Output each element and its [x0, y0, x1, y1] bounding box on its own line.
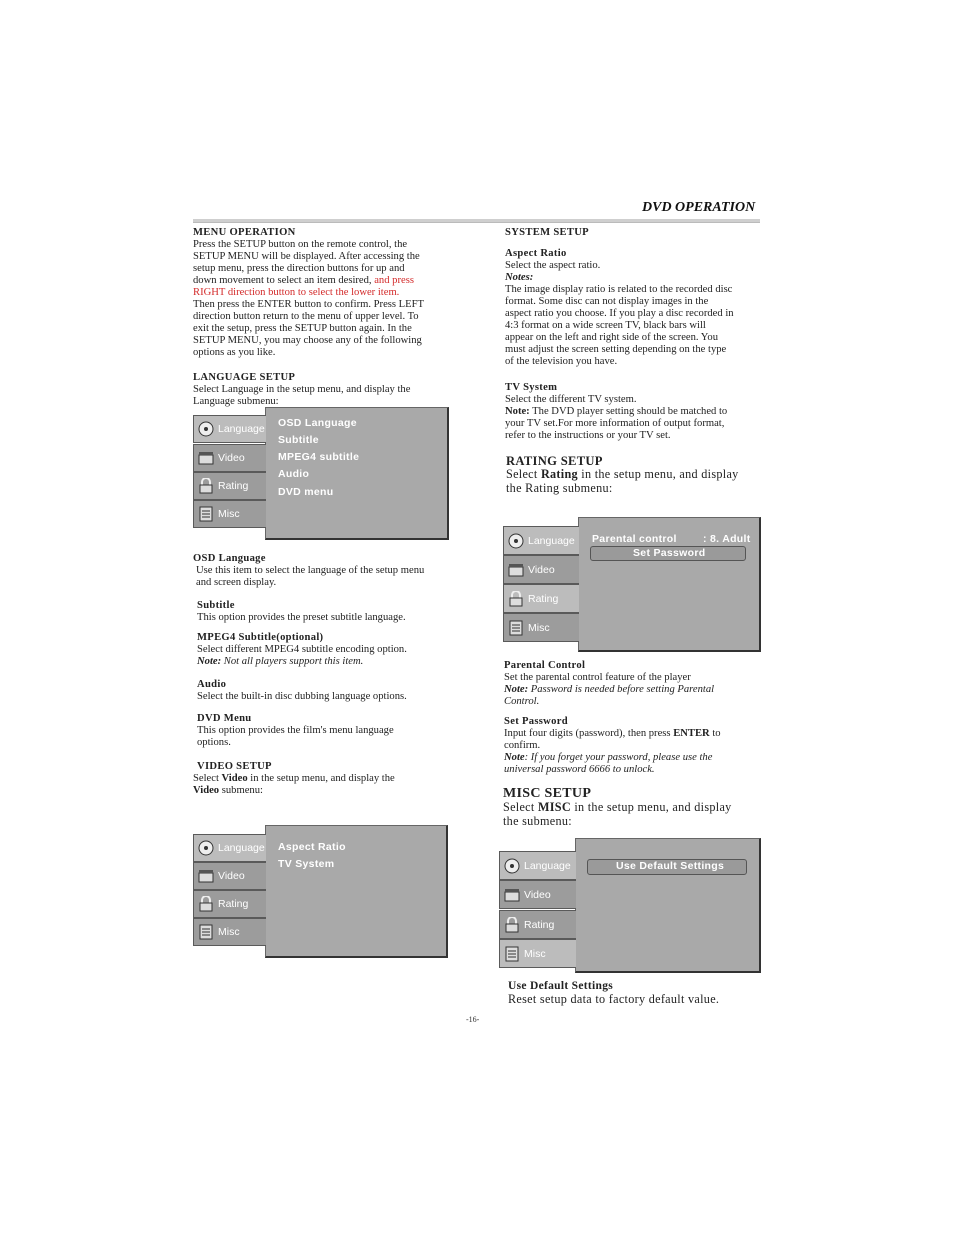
- text-line: exit the setup, press the SETUP button again. In the: [193, 323, 412, 334]
- tab-misc[interactable]: [499, 939, 576, 968]
- text-line: direction button return to the menu of upper level. To: [193, 311, 419, 322]
- menu-option-set-password: Set Password: [633, 547, 706, 559]
- set-password-box[interactable]: [590, 546, 746, 561]
- note-text: Password is needed before setting Parental: [528, 684, 715, 695]
- language-setup-heading: LANGUAGE SETUP: [193, 372, 296, 383]
- document-icon: [198, 506, 214, 522]
- video-setup-menu: [193, 825, 449, 959]
- mpeg4-section: [197, 632, 459, 668]
- text-line: Select the aspect ratio.: [505, 260, 601, 271]
- language-setup-menu: [193, 407, 449, 541]
- use-default-settings-box[interactable]: [587, 859, 747, 875]
- tab-label: Rating: [218, 480, 249, 492]
- text-line: The image display ratio is related to the recorded disc: [505, 284, 733, 295]
- menu-option-aspect-ratio[interactable]: Aspect Ratio: [278, 841, 346, 853]
- tv-system-section: [505, 382, 765, 442]
- note-label: Note:: [505, 406, 530, 417]
- text-line: SETUP MENU will be displayed. After accessing the: [193, 251, 420, 262]
- header-rule: [193, 219, 760, 223]
- bold-text: Rating: [540, 467, 578, 481]
- text-line: refer to the instructions or your TV set.: [505, 430, 671, 441]
- text-span: in the setup menu, and display the: [247, 773, 395, 784]
- page-number: -16-: [466, 1015, 480, 1024]
- text-line: [505, 406, 765, 418]
- tab-rating[interactable]: [193, 472, 266, 500]
- subtitle-section: [197, 600, 459, 624]
- parental-control-value: : 8. Adult: [703, 533, 751, 545]
- text-line: and screen display.: [196, 577, 277, 588]
- tab-label: Misc: [524, 947, 546, 960]
- text-line: Select Language in the setup menu, and display the: [193, 384, 411, 395]
- text-span: to: [709, 728, 721, 739]
- text-span: The DVD player setting should be matched to: [529, 406, 728, 417]
- tab-label: Rating: [524, 918, 555, 931]
- text-span: Input four digits (password), then press: [504, 728, 674, 739]
- text-span: submenu:: [219, 785, 263, 796]
- disc-icon: [198, 840, 214, 856]
- set-password-heading: Set Password: [504, 716, 568, 727]
- tab-video[interactable]: [499, 880, 576, 909]
- tab-label: Video: [218, 870, 245, 882]
- tab-misc[interactable]: [193, 918, 266, 946]
- text-span: in the setup menu, and display: [577, 467, 739, 481]
- note-label: Note: [504, 752, 525, 763]
- system-setup-heading: SYSTEM SETUP: [505, 227, 589, 238]
- misc-setup-menu: [499, 838, 763, 976]
- menu-option-osd-language[interactable]: OSD Language: [278, 417, 357, 429]
- text-line: must adjust the screen setting depending on the type: [505, 344, 727, 355]
- lock-icon: [508, 591, 524, 607]
- text-line: format. Some disc can not display images in the: [505, 296, 709, 307]
- disc-icon: [504, 858, 520, 874]
- language-setup-section: [193, 372, 455, 408]
- note-line: Control.: [504, 696, 540, 707]
- tab-misc[interactable]: [503, 613, 579, 642]
- menu-option-tv-system[interactable]: TV System: [278, 858, 335, 870]
- parental-control-section: [504, 660, 764, 708]
- parental-control-heading: Parental Control: [504, 660, 586, 671]
- disc-icon: [198, 421, 214, 437]
- bold-text: MISC: [537, 800, 571, 814]
- tab-label: Language: [218, 842, 265, 854]
- text-line: the Rating submenu:: [506, 481, 613, 495]
- audio-section: [197, 679, 459, 703]
- use-default-heading: Use Default Settings: [508, 980, 614, 992]
- bold-text: Video: [193, 785, 220, 796]
- aspect-ratio-heading: Aspect Ratio: [505, 248, 567, 259]
- clapperboard-icon: [504, 887, 520, 903]
- rating-setup-heading: RATING SETUP: [506, 454, 603, 468]
- text-line: [506, 467, 766, 481]
- clapperboard-icon: [198, 450, 214, 466]
- page-header-title: DVD OPERATION: [642, 200, 756, 215]
- text-line: your TV set.For more information of output format,: [505, 418, 725, 429]
- video-setup-heading: VIDEO SETUP: [197, 761, 272, 772]
- text-span: Select: [503, 800, 538, 814]
- bold-text: ENTER: [673, 728, 710, 739]
- menu-option-parental-control[interactable]: Parental control: [592, 533, 677, 545]
- note-line: [197, 656, 459, 668]
- osd-language-heading: OSD Language: [193, 553, 266, 564]
- text-line: Select the built-in disc dubbing language options.: [197, 691, 407, 702]
- menu-option-dvd-menu[interactable]: DVD menu: [278, 486, 334, 498]
- text-line: confirm.: [504, 740, 541, 751]
- text-line: Use this item to select the language of the setup menu: [196, 565, 425, 576]
- tab-label: Video: [524, 888, 551, 901]
- tab-language[interactable]: [193, 834, 266, 862]
- tab-label: Misc: [218, 926, 240, 938]
- tab-label: Language: [218, 423, 265, 435]
- text-line: options.: [197, 737, 231, 748]
- tab-rating[interactable]: [503, 584, 579, 613]
- text-line: the submenu:: [503, 814, 572, 828]
- menu-option-mpeg4-subtitle[interactable]: MPEG4 subtitle: [278, 451, 360, 463]
- note-text: : If you forget your password, please use the: [524, 752, 713, 763]
- tab-label: Language: [524, 859, 571, 872]
- tab-language[interactable]: [499, 851, 576, 880]
- set-password-section: [504, 716, 764, 776]
- note-label: Note:: [504, 684, 529, 695]
- text-line: Then press the ENTER button to confirm. Press LEFT: [193, 299, 424, 310]
- text-span: Select: [193, 773, 222, 784]
- system-setup-section: [505, 227, 765, 239]
- tab-language[interactable]: [503, 526, 579, 555]
- lock-icon: [198, 478, 214, 494]
- tab-label: Video: [528, 563, 555, 576]
- note-line: [504, 684, 764, 696]
- text-span: in the setup menu, and display: [570, 800, 732, 814]
- tab-label: Video: [218, 452, 245, 464]
- tv-system-heading: TV System: [505, 382, 558, 393]
- note-label: Note:: [197, 656, 222, 667]
- lock-icon: [504, 917, 520, 933]
- tab-video[interactable]: [193, 444, 266, 472]
- tab-misc[interactable]: [193, 500, 266, 528]
- menu-option-use-default-settings: Use Default Settings: [616, 860, 725, 872]
- text-line: Select the different TV system.: [505, 394, 637, 405]
- tab-label: Rating: [218, 898, 249, 910]
- text-line: This option provides the preset subtitle language.: [197, 612, 406, 623]
- dvd-menu-heading: DVD Menu: [197, 713, 252, 724]
- text-line: [193, 773, 455, 785]
- text-span: Select: [506, 467, 541, 481]
- misc-setup-heading: MISC SETUP: [503, 786, 592, 801]
- text-line: of the television you have.: [505, 356, 618, 367]
- text-line: This option provides the film's menu language: [197, 725, 394, 736]
- red-text: and press: [374, 275, 414, 286]
- rating-setup-section: [506, 455, 766, 495]
- text-line: [503, 800, 765, 814]
- menu-operation-heading: MENU OPERATION: [193, 227, 296, 238]
- text-line: aspect ratio you choose. If you play a disc recorded in: [505, 308, 734, 319]
- document-icon: [508, 620, 524, 636]
- rating-setup-menu: [503, 517, 763, 655]
- mpeg4-heading: MPEG4 Subtitle(optional): [197, 632, 324, 643]
- menu-option-audio[interactable]: Audio: [278, 468, 310, 480]
- document-icon: [198, 924, 214, 940]
- tab-label: Rating: [528, 592, 559, 605]
- tab-video[interactable]: [503, 555, 579, 584]
- menu-operation-section: [193, 227, 455, 359]
- tab-rating[interactable]: [499, 910, 576, 939]
- lock-icon: [198, 896, 214, 912]
- dvd-menu-section: [197, 713, 459, 749]
- disc-icon: [508, 533, 524, 549]
- tab-label: Language: [528, 534, 575, 547]
- text-line: Language submenu:: [193, 396, 279, 407]
- tab-rating[interactable]: [193, 890, 266, 918]
- bold-text: Video: [221, 773, 248, 784]
- note-line: [504, 752, 764, 764]
- osd-language-section: [193, 553, 455, 589]
- text-line: [193, 275, 455, 287]
- text-line: appear on the left and right side of the screen. You: [505, 332, 718, 343]
- tab-video[interactable]: [193, 862, 266, 890]
- red-text-line: RIGHT direction button to select the lower item.: [193, 287, 400, 298]
- text-line: options as you like.: [193, 347, 276, 358]
- clapperboard-icon: [508, 562, 524, 578]
- text-span: down movement to select an item desired,: [193, 275, 375, 286]
- tab-label: Misc: [218, 508, 240, 520]
- text-line: [504, 728, 764, 740]
- text-line: SETUP MENU, you may choose any of the following: [193, 335, 422, 346]
- text-line: Set the parental control feature of the player: [504, 672, 691, 683]
- text-line: 4:3 format on a wide screen TV, black bars will: [505, 320, 706, 331]
- text-line: Reset setup data to factory default value.: [508, 992, 720, 1006]
- text-line: Select different MPEG4 subtitle encoding option.: [197, 644, 407, 655]
- notes-label: Notes:: [505, 272, 534, 283]
- menu-option-subtitle[interactable]: Subtitle: [278, 434, 319, 446]
- audio-heading: Audio: [197, 679, 227, 690]
- misc-setup-section: [503, 788, 765, 828]
- note-line: universal password 6666 to unlock.: [504, 764, 655, 775]
- use-default-section: [508, 980, 768, 1006]
- clapperboard-icon: [198, 868, 214, 884]
- subtitle-heading: Subtitle: [197, 600, 235, 611]
- text-line: Press the SETUP button on the remote control, the: [193, 239, 408, 250]
- tab-label: Misc: [528, 621, 550, 634]
- text-line: setup menu, press the direction buttons for up and: [193, 263, 405, 274]
- tab-language[interactable]: [193, 415, 266, 443]
- video-setup-section: [193, 761, 455, 797]
- text-line: [193, 785, 455, 797]
- aspect-ratio-section: [505, 248, 765, 368]
- document-icon: [504, 946, 520, 962]
- note-text: Not all players support this item.: [221, 656, 364, 667]
